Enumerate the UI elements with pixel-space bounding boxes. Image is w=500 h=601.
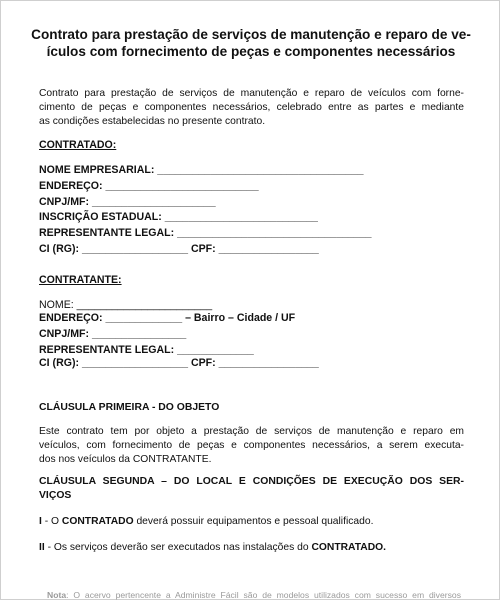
document-title (31, 27, 471, 60)
endereco-suffix: – Bairro – Cidade / UF (182, 312, 296, 324)
intro-paragraph (39, 87, 464, 130)
contratado-ci-cpf: CI (RG): __________________ CPF: _________________ (39, 243, 319, 255)
clausula-primeira-paragraph (39, 425, 464, 468)
note-text: : O acervo pertencente a Administre Fácil são de modelos utilizados com sucesso em diversos (66, 590, 461, 600)
clausula-segunda-item-1 (39, 515, 464, 529)
rep-label: REPRESENTANTE LEGAL: (39, 344, 175, 356)
contratante-heading: CONTRATANTE: (39, 274, 122, 286)
note-label: Nota (47, 590, 67, 600)
rep-blank: _____________ (174, 344, 254, 356)
contratado-inscricao-estadual: INSCRIÇÃO ESTADUAL: __________________________ (39, 211, 318, 223)
intro-line: as condições estabelecidas no presente contrato. (39, 116, 266, 128)
contratado-heading: CONTRATADO: (39, 139, 117, 151)
nome-blank: _______________________ (73, 299, 213, 311)
endereco-label: ENDEREÇO: (39, 312, 103, 324)
contratado-representante-legal: REPRESENTANTE LEGAL: _________________________________ (39, 227, 372, 239)
intro-line: Contrato para prestação de serviços de manutenção e reparo de veículos com forne- (39, 88, 464, 99)
item-2-text-a: - Os serviços deverão ser executados nas instalações do (44, 542, 312, 553)
item-2-number: II (39, 542, 45, 553)
clausula-primeira-title: CLÁUSULA PRIMEIRA - DO OBJETO (39, 402, 220, 413)
clausula-segunda-heading (39, 475, 464, 503)
clausula-segunda-item-2 (39, 541, 464, 555)
contratado-nome-empresarial: NOME EMPRESARIAL: ___________________________________ (39, 164, 364, 176)
contratante-cnpj: CNPJ/MF: ________________ (39, 328, 187, 340)
contratante-representante-legal (39, 343, 254, 357)
item-1-text-a: - O (41, 516, 62, 527)
clausula-segunda-title-line: VIÇOS (39, 490, 72, 501)
title-line: ículos com fornecimento de peças e componentes necessários (46, 43, 456, 59)
item-2-bold: CONTRATADO. (311, 542, 386, 553)
title-line: Contrato para prestação de serviços de manutenção e reparo de ve- (31, 27, 471, 42)
clausula-primeira-heading (39, 401, 464, 415)
nome-label: NOME: (39, 299, 74, 311)
item-1-text-b: deverá possuir equipamentos e pessoal qualificado. (133, 516, 374, 527)
clausula-primeira-line: dos nos veículos da CONTRATANTE. (39, 454, 212, 466)
endereco-blank: _____________ (102, 312, 183, 324)
contratante-nome (39, 298, 212, 312)
contratante-endereco (39, 311, 295, 325)
contratado-endereco: ENDEREÇO: __________________________ (39, 180, 259, 192)
clausula-primeira-line: veículos, com fornecimento de peças e componentes necessários, a serem executa- (39, 440, 464, 452)
item-1-bold: CONTRATADO (61, 516, 134, 527)
contratante-ci-cpf: CI (RG): __________________ CPF: _________________ (39, 357, 319, 369)
intro-line: cimento de peças e componentes necessários, celebrado entre as partes e mediante (39, 102, 464, 114)
document-page (1, 1, 500, 601)
clausula-primeira-line: Este contrato tem por objeto a prestação de serviços de manutenção e reparo em (39, 426, 464, 437)
clausula-segunda-title-line: CLÁUSULA SEGUNDA – DO LOCAL E CONDIÇÕES DE EXECUÇÃO DOS SER- (39, 476, 464, 487)
footer-note (47, 590, 461, 600)
item-1-number: I (39, 516, 42, 527)
contratado-cnpj: CNPJ/MF: _____________________ (39, 196, 216, 208)
